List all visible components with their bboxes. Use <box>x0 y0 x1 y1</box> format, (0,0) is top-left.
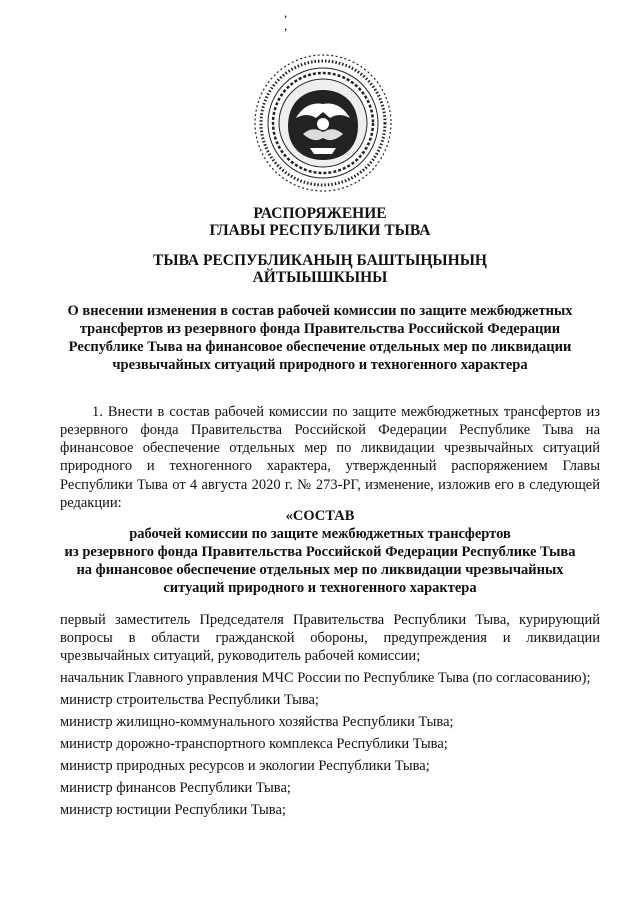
composition-line: ситуаций природного и техногенного характера <box>163 580 477 596</box>
composition-line: на финансовое обеспечение отдельных мер по ликвидации чрезвычайных <box>76 562 564 578</box>
member-item: министр природных ресурсов и экологии Республики Тыва; <box>60 758 430 774</box>
title-line: ГЛАВЫ РЕСПУБЛИКИ ТЫВА <box>209 222 431 239</box>
member-item: министр жилищно-коммунального хозяйства Республики Тыва; <box>60 714 454 730</box>
document-subject <box>0 302 640 374</box>
paragraph-1: 1. Внести в состав рабочей комиссии по защите межбюджетных трансфертов из резервного фонда Правительства Российской Федерации Республике Тыва на финансовое обеспечение отдельных мер по ликвидации чрезвычайных ситуаций природного и техногенного характера, утвержденный распоряжением Главы Республики Тыва от 4 августа 2020 г. № 273-РГ, изменение, изложив его в следующей редакции: <box>60 403 600 511</box>
subject-line: О внесении изменения в состав рабочей комиссии по защите межбюджетных <box>67 303 573 319</box>
document-title <box>0 205 640 239</box>
header-mark: , <box>284 18 288 33</box>
member-item: первый заместитель Председателя Правительства Республики Тыва, курирующий вопросы в области гражданской обороны, предупреждения и ликвидации чрезвычайных ситуаций, руководитель рабочей комиссии; <box>60 612 600 664</box>
composition-title: «СОСТАВ <box>285 508 355 524</box>
subject-line: Республике Тыва на финансовое обеспечение отдельных мер по ликвидации <box>68 339 572 355</box>
composition-line: из резервного фонда Правительства Российской Федерации Республике Тыва <box>64 544 576 560</box>
title-tuvan-line: АЙТЫЫШКЫНЫ <box>252 269 388 286</box>
title-tuvan-line: ТЫВА РЕСПУБЛИКАНЫҢ БАШТЫҢЫНЫҢ <box>153 252 487 269</box>
members-list <box>60 611 600 819</box>
member-item: начальник Главного управления МЧС России по Республике Тыва (по согласованию); <box>60 670 591 686</box>
member-item: министр строительства Республики Тыва; <box>60 692 319 708</box>
document-title-tuvan <box>0 252 640 286</box>
header-mark: , <box>284 5 288 20</box>
header-marks <box>284 6 287 32</box>
title-line: РАСПОРЯЖЕНИЕ <box>253 205 387 222</box>
composition-heading <box>0 507 640 597</box>
subject-line: трансфертов из резервного фонда Правительства Российской Федерации <box>79 321 561 337</box>
member-item: министр юстиции Республики Тыва; <box>60 802 286 818</box>
member-item: министр финансов Республики Тыва; <box>60 780 291 796</box>
member-item: министр дорожно-транспортного комплекса Республики Тыва; <box>60 736 448 752</box>
subject-line: чрезвычайных ситуаций природного и техногенного характера <box>112 357 528 373</box>
composition-line: рабочей комиссии по защите межбюджетных трансфертов <box>129 526 511 542</box>
coat-of-arms-emblem <box>248 48 398 198</box>
